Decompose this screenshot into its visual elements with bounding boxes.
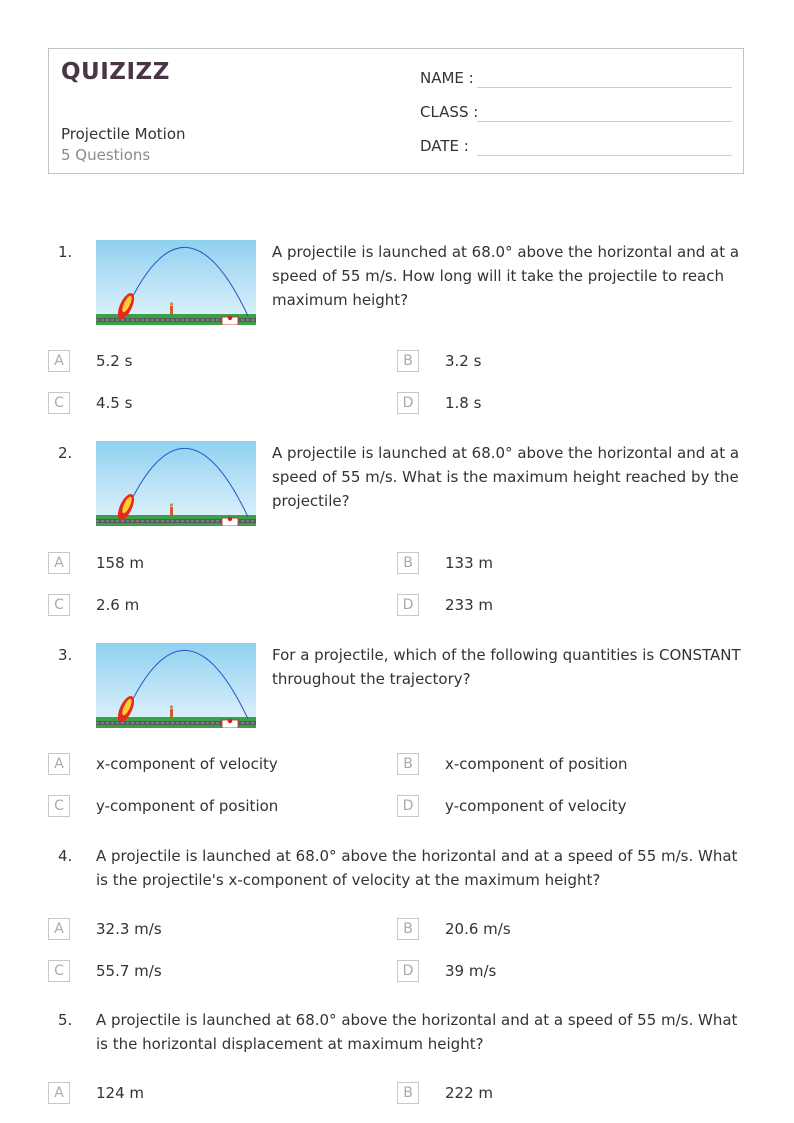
option-letter: A — [48, 552, 70, 574]
projectile-image — [96, 441, 256, 526]
option-text: 124 m — [96, 1084, 145, 1102]
projectile-image — [96, 240, 256, 325]
option-text: 39 m/s — [445, 962, 497, 980]
class-field — [420, 103, 478, 121]
option-letter: A — [48, 1082, 70, 1104]
option-text: y-component of position — [96, 797, 279, 815]
option-letter: D — [397, 392, 419, 414]
option-letter: D — [397, 960, 419, 982]
question-count: 5 Questions — [61, 146, 151, 164]
option-text: 133 m — [445, 554, 494, 572]
option-text: x-component of position — [445, 755, 628, 773]
class-line — [477, 121, 732, 122]
option-text: 222 m — [445, 1084, 494, 1102]
projectile-image — [96, 643, 256, 728]
question-number: 1. — [58, 243, 73, 261]
name-line — [477, 87, 732, 88]
name-label: NAME : — [420, 69, 474, 87]
option-letter: B — [397, 1082, 419, 1104]
option-text: 55.7 m/s — [96, 962, 162, 980]
option-letter: B — [397, 918, 419, 940]
option-text: 158 m — [96, 554, 145, 572]
question-text: For a projectile, which of the following quantities is CONSTANT throughout the trajectory? — [272, 646, 741, 688]
question-number: 3. — [58, 646, 73, 664]
option-letter: A — [48, 918, 70, 940]
question-text: A projectile is launched at 68.0° above the horizontal and at a speed of 55 m/s. How long will it take the projectile to reach maximum height? — [272, 243, 740, 309]
question-text: A projectile is launched at 68.0° above the horizontal and at a speed of 55 m/s. What is the maximum height reached by the projectile? — [272, 444, 740, 510]
question-text: A projectile is launched at 68.0° above the horizontal and at a speed of 55 m/s. What is the projectile's x-component of velocity at the maximum height? — [96, 847, 738, 889]
date-label: DATE : — [420, 137, 469, 155]
option-text: 2.6 m — [96, 596, 140, 614]
option-letter: D — [397, 795, 419, 817]
option-letter: D — [397, 594, 419, 616]
date-field — [420, 137, 469, 155]
option-text: 1.8 s — [445, 394, 482, 412]
option-letter: C — [48, 594, 70, 616]
question-number: 2. — [58, 444, 73, 462]
quizizz-logo: QUIZIZZ — [61, 59, 170, 85]
option-letter: C — [48, 392, 70, 414]
class-label: CLASS : — [420, 103, 479, 121]
option-letter: B — [397, 753, 419, 775]
option-text: y-component of velocity — [445, 797, 627, 815]
option-text: 32.3 m/s — [96, 920, 162, 938]
option-letter: C — [48, 960, 70, 982]
option-text: 20.6 m/s — [445, 920, 511, 938]
option-letter: B — [397, 350, 419, 372]
name-field — [420, 69, 474, 87]
option-letter: A — [48, 350, 70, 372]
option-text: 4.5 s — [96, 394, 133, 412]
option-letter: A — [48, 753, 70, 775]
option-text: 5.2 s — [96, 352, 133, 370]
date-line — [477, 155, 732, 156]
question-number: 4. — [58, 847, 73, 865]
option-text: 233 m — [445, 596, 494, 614]
option-text: 3.2 s — [445, 352, 482, 370]
option-letter: C — [48, 795, 70, 817]
worksheet-title: Projectile Motion — [61, 125, 186, 143]
option-text: x-component of velocity — [96, 755, 278, 773]
worksheet-header — [48, 48, 744, 174]
question-number: 5. — [58, 1011, 73, 1029]
question-text: A projectile is launched at 68.0° above the horizontal and at a speed of 55 m/s. What is the horizontal displacement at maximum height? — [96, 1011, 738, 1053]
option-letter: B — [397, 552, 419, 574]
